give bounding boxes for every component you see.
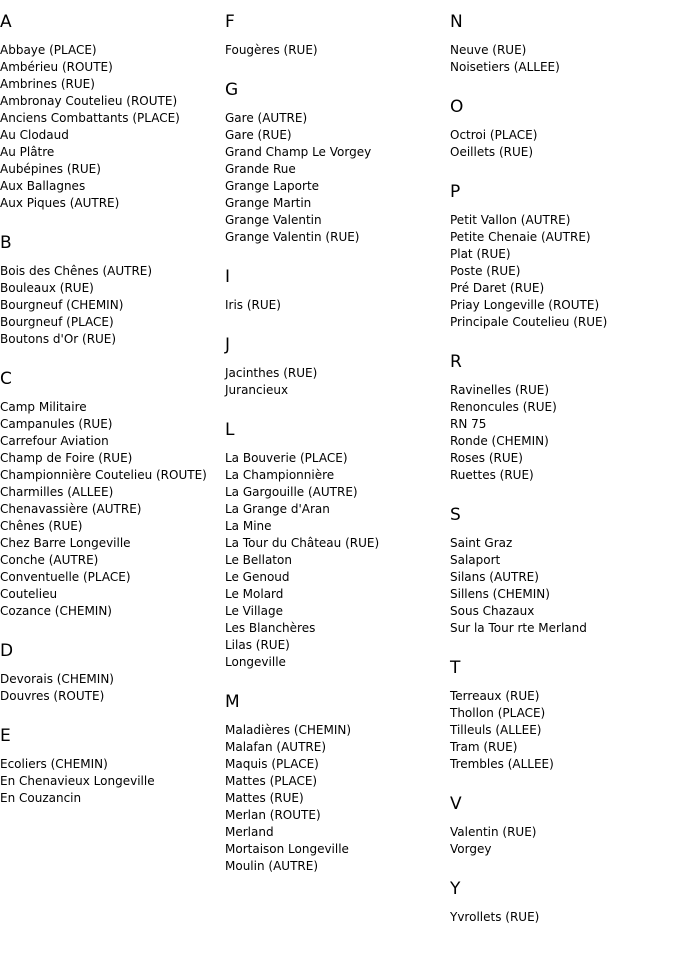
street-item: Aux Piques (AUTRE) (0, 196, 120, 210)
street-item: Petite Chenaie (AUTRE) (450, 230, 591, 244)
street-list (0, 42, 225, 212)
street-item: Jacinthes (RUE) (225, 366, 318, 380)
street-item: Cozance (CHEMIN) (0, 604, 112, 618)
index-column (450, 12, 675, 947)
street-item: Mortaison Longeville (225, 842, 349, 856)
street-item: Oeillets (RUE) (450, 145, 534, 159)
street-item: Neuve (RUE) (450, 43, 527, 57)
letter-section (450, 352, 675, 484)
street-item: Le Genoud (225, 570, 290, 584)
street-item: Bois des Chênes (AUTRE) (0, 264, 153, 278)
street-item: Aux Ballagnes (0, 179, 86, 193)
street-item: Bourgneuf (PLACE) (0, 315, 114, 329)
letter-section (225, 12, 450, 59)
letter-section (450, 182, 675, 331)
letter-section (450, 505, 675, 637)
letter-section (0, 12, 225, 212)
street-item: Aubépines (RUE) (0, 162, 101, 176)
street-item: Grange Martin (225, 196, 312, 210)
street-item: Thollon (PLACE) (450, 706, 546, 720)
street-item: Saint Graz (450, 536, 513, 550)
street-item: RN 75 (450, 417, 487, 431)
street-item: La Mine (225, 519, 272, 533)
letter-section (0, 369, 225, 620)
section-letter-heading: J (225, 335, 231, 355)
street-item: Bourgneuf (CHEMIN) (0, 298, 124, 312)
street-item: Ravinelles (RUE) (450, 383, 550, 397)
street-item: Octroi (PLACE) (450, 128, 538, 142)
street-list (450, 382, 675, 484)
street-item: Moulin (AUTRE) (225, 859, 318, 873)
section-letter-heading: O (450, 97, 464, 117)
street-item: Valentin (RUE) (450, 825, 537, 839)
street-item: Renoncules (RUE) (450, 400, 557, 414)
street-list (450, 212, 675, 331)
street-item: Les Blanchères (225, 621, 316, 635)
street-item: Merlan (ROUTE) (225, 808, 321, 822)
street-list (450, 535, 675, 637)
section-letter-heading: R (450, 352, 462, 372)
street-list (225, 297, 450, 314)
letter-section (225, 267, 450, 314)
section-letter-heading: P (450, 182, 461, 202)
section-letter-heading: C (0, 369, 12, 389)
street-list (225, 450, 450, 671)
street-item: Boutons d'Or (RUE) (0, 332, 117, 346)
street-item: Mattes (RUE) (225, 791, 304, 805)
street-item: Maladières (CHEMIN) (225, 723, 352, 737)
street-item: Douvres (ROUTE) (0, 689, 105, 703)
street-item: Grange Valentin (225, 213, 322, 227)
street-item: Chenavassière (AUTRE) (0, 502, 142, 516)
section-letter-heading: N (450, 12, 463, 32)
street-item: Au Clodaud (0, 128, 69, 142)
street-item: Chez Barre Longeville (0, 536, 131, 550)
street-item: Longeville (225, 655, 286, 669)
street-item: Tram (RUE) (450, 740, 518, 754)
letter-section (225, 692, 450, 875)
street-item: En Chenavieux Longeville (0, 774, 155, 788)
street-list (225, 42, 450, 59)
street-item: Bouleaux (RUE) (0, 281, 94, 295)
street-item: Champ de Foire (RUE) (0, 451, 133, 465)
street-item: Vorgey (450, 842, 492, 856)
street-item: Ambérieu (ROUTE) (0, 60, 113, 74)
street-item: Conche (AUTRE) (0, 553, 99, 567)
letter-section (0, 641, 225, 705)
street-item: Chênes (RUE) (0, 519, 83, 533)
street-item: Grange Valentin (RUE) (225, 230, 360, 244)
street-list (0, 671, 225, 705)
street-item: Petit Vallon (AUTRE) (450, 213, 571, 227)
street-item: Pré Daret (RUE) (450, 281, 545, 295)
street-item: Yvrollets (RUE) (450, 910, 540, 924)
street-item: Le Molard (225, 587, 284, 601)
street-item: Noisetiers (ALLEE) (450, 60, 560, 74)
street-item: Ruettes (RUE) (450, 468, 534, 482)
street-list (0, 399, 225, 620)
section-letter-heading: D (0, 641, 14, 661)
street-item: Charmilles (ALLEE) (0, 485, 114, 499)
street-item: Sur la Tour rte Merland (450, 621, 587, 635)
street-item: Le Bellaton (225, 553, 292, 567)
street-item: Jurancieux (225, 383, 289, 397)
street-item: Silans (AUTRE) (450, 570, 539, 584)
street-item: La Grange d'Aran (225, 502, 330, 516)
street-item: Sillens (CHEMIN) (450, 587, 550, 601)
section-letter-heading: I (225, 267, 231, 287)
street-item: Tilleuls (ALLEE) (450, 723, 542, 737)
index-column (225, 12, 450, 896)
street-item: Abbaye (PLACE) (0, 43, 97, 57)
street-list (450, 909, 675, 926)
street-list (225, 365, 450, 399)
street-item: Au Plâtre (0, 145, 55, 159)
street-item: Anciens Combattants (PLACE) (0, 111, 180, 125)
street-item: Ambrines (RUE) (0, 77, 95, 91)
street-list (0, 756, 225, 807)
letter-section (450, 12, 675, 76)
street-list (450, 688, 675, 773)
letter-section (225, 420, 450, 671)
section-letter-heading: G (225, 80, 239, 100)
letter-section (225, 335, 450, 399)
street-list (225, 110, 450, 246)
street-item: Camp Militaire (0, 400, 87, 414)
street-item: Priay Longeville (ROUTE) (450, 298, 600, 312)
street-item: Iris (RUE) (225, 298, 281, 312)
street-list (450, 42, 675, 76)
index-column (0, 12, 225, 828)
street-item: Campanules (RUE) (0, 417, 113, 431)
section-letter-heading: V (450, 794, 462, 814)
street-item: Maquis (PLACE) (225, 757, 319, 771)
street-item: Ecoliers (CHEMIN) (0, 757, 108, 771)
letter-section (0, 233, 225, 348)
street-item: Trembles (ALLEE) (450, 757, 554, 771)
letter-section (450, 658, 675, 773)
street-item: Conventuelle (PLACE) (0, 570, 131, 584)
letter-section (450, 879, 675, 926)
street-item: Championnière Coutelieu (ROUTE) (0, 468, 207, 482)
street-item: Merland (225, 825, 274, 839)
street-item: Roses (RUE) (450, 451, 523, 465)
section-letter-heading: T (450, 658, 461, 678)
letter-section (450, 794, 675, 858)
street-item: Ronde (CHEMIN) (450, 434, 549, 448)
section-letter-heading: F (225, 12, 235, 32)
street-item: Grange Laporte (225, 179, 320, 193)
street-item: Grand Champ Le Vorgey (225, 145, 372, 159)
street-item: Gare (AUTRE) (225, 111, 308, 125)
letter-section (225, 80, 450, 246)
section-letter-heading: B (0, 233, 12, 253)
street-list (225, 722, 450, 875)
street-list (450, 824, 675, 858)
letter-section (450, 97, 675, 161)
street-item: Principale Coutelieu (RUE) (450, 315, 608, 329)
street-item: La Bouverie (PLACE) (225, 451, 348, 465)
street-item: Malafan (AUTRE) (225, 740, 326, 754)
street-item: La Championnière (225, 468, 335, 482)
street-item: Terreaux (RUE) (450, 689, 540, 703)
street-item: Fougères (RUE) (225, 43, 318, 57)
street-item: Carrefour Aviation (0, 434, 109, 448)
street-item: Gare (RUE) (225, 128, 292, 142)
street-list (0, 263, 225, 348)
street-item: Mattes (PLACE) (225, 774, 318, 788)
street-item: La Gargouille (AUTRE) (225, 485, 358, 499)
street-list (450, 127, 675, 161)
section-letter-heading: M (225, 692, 240, 712)
street-item: Ambronay Coutelieu (ROUTE) (0, 94, 178, 108)
section-letter-heading: Y (450, 879, 461, 899)
street-item: Coutelieu (0, 587, 58, 601)
section-letter-heading: E (0, 726, 11, 746)
street-item: Le Village (225, 604, 283, 618)
street-item: Poste (RUE) (450, 264, 521, 278)
street-item: Lilas (RUE) (225, 638, 290, 652)
street-item: Plat (RUE) (450, 247, 511, 261)
section-letter-heading: A (0, 12, 12, 32)
section-letter-heading: L (225, 420, 235, 440)
letter-section (0, 726, 225, 807)
street-item: En Couzancin (0, 791, 82, 805)
street-item: Salaport (450, 553, 501, 567)
street-item: Grande Rue (225, 162, 296, 176)
section-letter-heading: S (450, 505, 461, 525)
street-item: La Tour du Château (RUE) (225, 536, 380, 550)
street-item: Devorais (CHEMIN) (0, 672, 114, 686)
street-item: Sous Chazaux (450, 604, 535, 618)
